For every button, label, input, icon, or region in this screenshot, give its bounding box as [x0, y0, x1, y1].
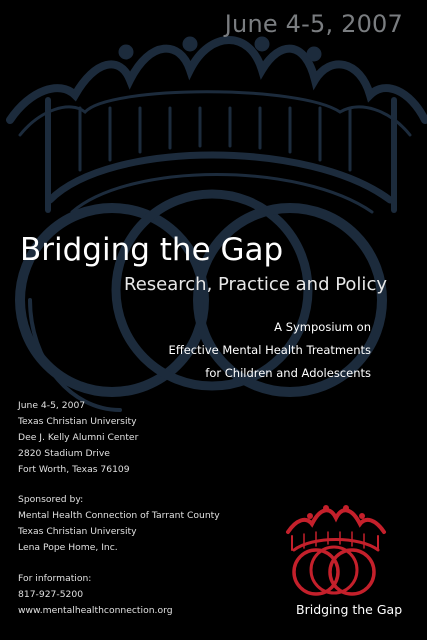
venue-street: 2820 Stadium Drive [18, 448, 110, 459]
venue-building: Dee J. Kelly Alumni Center [18, 432, 139, 443]
bridge-logo-icon [282, 492, 392, 602]
contact-heading: For information: [18, 573, 92, 584]
contact-phone: 817-927-5200 [18, 589, 84, 600]
venue-name: Texas Christian University [18, 416, 137, 427]
poster-subtitle: Research, Practice and Policy [124, 274, 387, 295]
venue-city: Fort Worth, Texas 76109 [18, 464, 130, 475]
symposium-line: for Children and Adolescents [205, 366, 371, 380]
contact-info [18, 571, 173, 619]
contact-website: www.mentalhealthconnection.org [18, 605, 173, 616]
sponsor-info [18, 492, 220, 556]
header-date: June 4-5, 2007 [224, 10, 403, 38]
symposium-line: Effective Mental Health Treatments [168, 343, 371, 357]
venue-info [18, 398, 138, 478]
symposium-line: A Symposium on [274, 320, 371, 334]
poster-title: Bridging the Gap [20, 232, 284, 268]
sponsor-heading: Sponsored by: [18, 494, 84, 505]
sponsor-item: Texas Christian University [18, 526, 137, 537]
sponsor-item: Lena Pope Home, Inc. [18, 542, 118, 553]
sponsor-item: Mental Health Connection of Tarrant County [18, 510, 220, 521]
venue-date: June 4-5, 2007 [18, 400, 86, 411]
logo-caption: Bridging the Gap [296, 602, 403, 617]
symposium-description [169, 316, 371, 385]
